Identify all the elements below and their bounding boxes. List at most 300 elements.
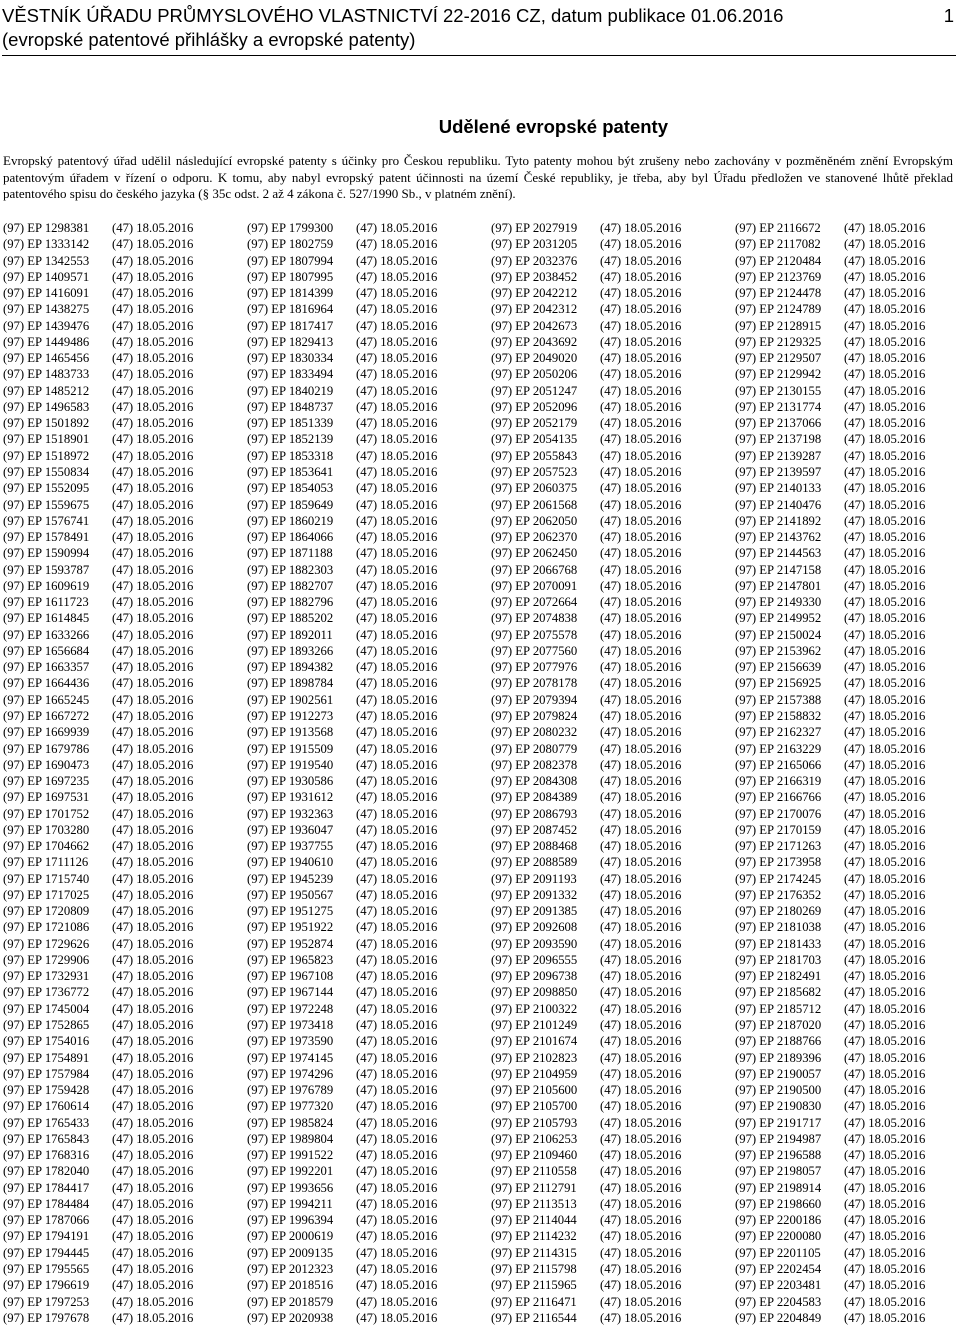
grant-date: (47) 18.05.2016 — [844, 481, 926, 496]
patent-number: (97) EP 2051247 — [491, 383, 578, 398]
grant-date: (47) 18.05.2016 — [356, 1131, 438, 1146]
patent-number: (97) EP 2012323 — [247, 1262, 334, 1276]
grant-date: (47) 18.05.2016 — [600, 497, 682, 512]
patent-number: (97) EP 2204849 — [735, 1310, 822, 1325]
grant-date: (47) 18.05.2016 — [356, 1229, 438, 1244]
grant-date: (47) 18.05.2016 — [600, 1310, 682, 1325]
grant-date: (47) 18.05.2016 — [600, 1099, 682, 1114]
patent-number: (97) EP 2105700 — [491, 1099, 578, 1114]
grant-date: (47) 18.05.2016 — [600, 1213, 682, 1228]
patent-number: (97) EP 2054135 — [491, 432, 578, 447]
grant-date: (47) 18.05.2016 — [112, 643, 194, 658]
grant-date: (47) 18.05.2016 — [600, 562, 682, 577]
patent-number: (97) EP 2084308 — [491, 774, 578, 789]
patent-number: (97) EP 2091332 — [491, 887, 578, 902]
patent-number: (97) EP 1704662 — [3, 839, 90, 854]
patent-number: (97) EP 1721086 — [3, 920, 90, 935]
grant-date: (47) 18.05.2016 — [112, 302, 194, 317]
patent-number: (97) EP 1829413 — [247, 334, 334, 349]
grant-date: (47) 18.05.2016 — [112, 464, 194, 479]
patent-number: (97) EP 2070091 — [491, 578, 578, 593]
grant-date: (47) 18.05.2016 — [844, 302, 926, 317]
patent-number: (97) EP 1794191 — [3, 1229, 90, 1244]
grant-date: (47) 18.05.2016 — [844, 578, 926, 593]
grant-date: (47) 18.05.2016 — [600, 269, 682, 284]
grant-date: (47) 18.05.2016 — [600, 822, 682, 837]
patent-number: (97) EP 2201105 — [735, 1245, 821, 1260]
grant-date: (47) 18.05.2016 — [356, 855, 438, 870]
grant-date: (47) 18.05.2016 — [600, 936, 682, 951]
patent-number: (97) EP 2157388 — [735, 692, 822, 707]
grant-date: (47) 18.05.2016 — [112, 985, 194, 1000]
grant-date: (47) 18.05.2016 — [112, 1229, 194, 1244]
patent-number: (97) EP 2203481 — [735, 1278, 822, 1293]
grant-date: (47) 18.05.2016 — [112, 351, 194, 366]
grant-date: (47) 18.05.2016 — [112, 221, 194, 235]
patent-number: (97) EP 2150024 — [735, 627, 822, 642]
patent-number: (97) EP 1973418 — [247, 1018, 334, 1033]
patent-number: (97) EP 2055843 — [491, 448, 578, 463]
patent-number: (97) EP 2042312 — [491, 302, 578, 317]
patent-number: (97) EP 2105600 — [491, 1083, 578, 1098]
grant-date: (47) 18.05.2016 — [112, 595, 194, 610]
patent-number: (97) EP 2190830 — [735, 1099, 822, 1114]
grant-date: (47) 18.05.2016 — [112, 839, 194, 854]
patent-number: (97) EP 1784417 — [3, 1180, 90, 1195]
patent-number: (97) EP 2130155 — [735, 383, 822, 398]
patent-number: (97) EP 1711126 — [3, 855, 89, 870]
grant-date: (47) 18.05.2016 — [844, 692, 926, 707]
grant-date: (47) 18.05.2016 — [600, 660, 682, 675]
patent-number: (97) EP 1593787 — [3, 562, 90, 577]
grant-date: (47) 18.05.2016 — [112, 741, 194, 756]
grant-date: (47) 18.05.2016 — [112, 546, 194, 561]
grant-date: (47) 18.05.2016 — [844, 1310, 926, 1325]
patent-number: (97) EP 2149330 — [735, 595, 822, 610]
patent-number: (97) EP 2078178 — [491, 676, 578, 691]
grant-date: (47) 18.05.2016 — [600, 904, 682, 919]
patent-number: (97) EP 2185682 — [735, 985, 822, 1000]
patent-number: (97) EP 2124478 — [735, 286, 822, 301]
patent-number: (97) EP 2088589 — [491, 855, 578, 870]
patent-number: (97) EP 1802759 — [247, 237, 334, 252]
grant-date: (47) 18.05.2016 — [112, 822, 194, 837]
patent-number: (97) EP 2098850 — [491, 985, 578, 1000]
grant-date: (47) 18.05.2016 — [356, 416, 438, 431]
patent-number: (97) EP 2129942 — [735, 367, 822, 382]
patent-number: (97) EP 2124789 — [735, 302, 822, 317]
grant-date: (47) 18.05.2016 — [112, 1050, 194, 1065]
patent-number: (97) EP 2129325 — [735, 334, 822, 349]
grant-date: (47) 18.05.2016 — [600, 806, 682, 821]
patent-number: (97) EP 2204583 — [735, 1294, 822, 1309]
patent-number: (97) EP 1989804 — [247, 1131, 334, 1146]
grant-date: (47) 18.05.2016 — [356, 822, 438, 837]
patent-number: (97) EP 1882303 — [247, 562, 334, 577]
patent-number: (97) EP 2200080 — [735, 1229, 822, 1244]
patent-number: (97) EP 2156925 — [735, 676, 822, 691]
grant-date: (47) 18.05.2016 — [844, 351, 926, 366]
grant-date: (47) 18.05.2016 — [844, 497, 926, 512]
grant-date: (47) 18.05.2016 — [356, 562, 438, 577]
patent-number: (97) EP 1782040 — [3, 1164, 90, 1179]
patent-number: (97) EP 1754891 — [3, 1050, 90, 1065]
grant-date: (47) 18.05.2016 — [356, 952, 438, 967]
grant-date: (47) 18.05.2016 — [356, 969, 438, 984]
page-header — [2, 4, 956, 52]
patent-number: (97) EP 2166319 — [735, 774, 822, 789]
patent-number: (97) EP 2050206 — [491, 367, 578, 382]
patent-number: (97) EP 1757984 — [3, 1066, 90, 1081]
grant-date: (47) 18.05.2016 — [356, 1148, 438, 1163]
grant-date: (47) 18.05.2016 — [600, 253, 682, 268]
grant-date: (47) 18.05.2016 — [844, 1001, 926, 1016]
grant-date: (47) 18.05.2016 — [844, 1099, 926, 1114]
grant-date: (47) 18.05.2016 — [600, 871, 682, 886]
patent-number: (97) EP 1912273 — [247, 708, 334, 723]
grant-date: (47) 18.05.2016 — [112, 416, 194, 431]
grant-date: (47) 18.05.2016 — [844, 985, 926, 1000]
grant-date: (47) 18.05.2016 — [600, 790, 682, 805]
patent-number: (97) EP 2049020 — [491, 351, 578, 366]
patent-number: (97) EP 1768316 — [3, 1148, 90, 1163]
patent-number: (97) EP 2181038 — [735, 920, 822, 935]
grant-date: (47) 18.05.2016 — [844, 1196, 926, 1211]
patent-number: (97) EP 1996394 — [247, 1213, 334, 1228]
grant-date: (47) 18.05.2016 — [356, 1262, 438, 1276]
grant-date: (47) 18.05.2016 — [112, 611, 194, 626]
grant-date: (47) 18.05.2016 — [844, 221, 926, 235]
grant-date: (47) 18.05.2016 — [600, 481, 682, 496]
patent-number: (97) EP 2052096 — [491, 399, 578, 414]
patent-number: (97) EP 1759428 — [3, 1083, 90, 1098]
grant-date: (47) 18.05.2016 — [600, 1164, 682, 1179]
grant-date: (47) 18.05.2016 — [112, 1034, 194, 1049]
grant-date: (47) 18.05.2016 — [356, 221, 438, 235]
grant-date: (47) 18.05.2016 — [844, 530, 926, 545]
grant-date: (47) 18.05.2016 — [112, 1262, 194, 1276]
grant-date: (47) 18.05.2016 — [600, 1083, 682, 1098]
patent-number: (97) EP 1720809 — [3, 904, 90, 919]
grant-date: (47) 18.05.2016 — [356, 513, 438, 528]
grant-date: (47) 18.05.2016 — [112, 269, 194, 284]
patent-number: (97) EP 1496583 — [3, 399, 90, 414]
patent-number: (97) EP 2077976 — [491, 660, 578, 675]
grant-date: (47) 18.05.2016 — [356, 643, 438, 658]
grant-date: (47) 18.05.2016 — [600, 595, 682, 610]
grant-date: (47) 18.05.2016 — [600, 1050, 682, 1065]
patent-number: (97) EP 1932363 — [247, 806, 334, 821]
grant-date: (47) 18.05.2016 — [844, 676, 926, 691]
grant-date: (47) 18.05.2016 — [112, 1115, 194, 1130]
grant-date: (47) 18.05.2016 — [844, 1180, 926, 1195]
grant-date: (47) 18.05.2016 — [600, 1115, 682, 1130]
patent-number: (97) EP 1967108 — [247, 969, 334, 984]
patent-number: (97) EP 2042212 — [491, 286, 578, 301]
patent-number: (97) EP 1439476 — [3, 318, 90, 333]
patent-number: (97) EP 2143762 — [735, 530, 822, 545]
patent-number: (97) EP 1915509 — [247, 741, 334, 756]
bulletin-subtitle: (evropské patentové přihlášky a evropské patenty) — [2, 29, 416, 50]
patent-number: (97) EP 1976789 — [247, 1083, 334, 1098]
grant-date: (47) 18.05.2016 — [112, 530, 194, 545]
patent-number: (97) EP 1882796 — [247, 595, 334, 610]
grant-date: (47) 18.05.2016 — [844, 855, 926, 870]
patent-number: (97) EP 2116544 — [491, 1310, 577, 1325]
grant-date: (47) 18.05.2016 — [356, 481, 438, 496]
grant-date: (47) 18.05.2016 — [112, 1245, 194, 1260]
patent-number: (97) EP 2137066 — [735, 416, 822, 431]
patent-number: (97) EP 1611723 — [3, 595, 89, 610]
grant-date: (47) 18.05.2016 — [600, 578, 682, 593]
grant-date: (47) 18.05.2016 — [356, 497, 438, 512]
grant-date: (47) 18.05.2016 — [844, 253, 926, 268]
patent-number: (97) EP 2191717 — [735, 1115, 822, 1130]
patent-number: (97) EP 1892011 — [247, 627, 333, 642]
patent-number: (97) EP 2088468 — [491, 839, 578, 854]
grant-date: (47) 18.05.2016 — [112, 253, 194, 268]
grant-date: (47) 18.05.2016 — [112, 676, 194, 691]
grant-date: (47) 18.05.2016 — [600, 627, 682, 642]
patent-number: (97) EP 2115965 — [491, 1278, 577, 1293]
grant-date: (47) 18.05.2016 — [600, 237, 682, 252]
grant-date: (47) 18.05.2016 — [356, 1018, 438, 1033]
grant-date: (47) 18.05.2016 — [112, 1213, 194, 1228]
patent-number: (97) EP 1937755 — [247, 839, 334, 854]
grant-date: (47) 18.05.2016 — [600, 1131, 682, 1146]
patent-number: (97) EP 1754016 — [3, 1034, 90, 1049]
patent-number: (97) EP 2190500 — [735, 1083, 822, 1098]
patent-number: (97) EP 1833494 — [247, 367, 334, 382]
section-title: Udělené evropské patenty — [438, 116, 668, 137]
patent-number: (97) EP 2189396 — [735, 1050, 822, 1065]
patent-number: (97) EP 1952874 — [247, 936, 334, 951]
grant-date: (47) 18.05.2016 — [356, 302, 438, 317]
grant-date: (47) 18.05.2016 — [600, 351, 682, 366]
patent-number: (97) EP 1663357 — [3, 660, 90, 675]
grant-date: (47) 18.05.2016 — [356, 286, 438, 301]
grant-date: (47) 18.05.2016 — [600, 920, 682, 935]
patent-number: (97) EP 1576741 — [3, 513, 90, 528]
patent-number: (97) EP 1729626 — [3, 936, 90, 951]
patent-number: (97) EP 1609619 — [3, 578, 90, 593]
grant-date: (47) 18.05.2016 — [844, 741, 926, 756]
grant-date: (47) 18.05.2016 — [356, 676, 438, 691]
patent-number: (97) EP 2038452 — [491, 269, 578, 284]
patent-number: (97) EP 2123769 — [735, 269, 822, 284]
grant-date: (47) 18.05.2016 — [356, 367, 438, 382]
grant-date: (47) 18.05.2016 — [600, 367, 682, 382]
grant-date: (47) 18.05.2016 — [600, 1196, 682, 1211]
grant-date: (47) 18.05.2016 — [844, 546, 926, 561]
patent-number: (97) EP 1690473 — [3, 757, 90, 772]
grant-date: (47) 18.05.2016 — [844, 286, 926, 301]
grant-date: (47) 18.05.2016 — [112, 1083, 194, 1098]
grant-date: (47) 18.05.2016 — [112, 481, 194, 496]
grant-date: (47) 18.05.2016 — [356, 237, 438, 252]
patent-number: (97) EP 1830334 — [247, 351, 334, 366]
patent-number: (97) EP 1679786 — [3, 741, 90, 756]
patent-number: (97) EP 2101674 — [491, 1034, 578, 1049]
grant-date: (47) 18.05.2016 — [600, 546, 682, 561]
patent-number: (97) EP 1697235 — [3, 774, 90, 789]
grant-date: (47) 18.05.2016 — [112, 1278, 194, 1293]
grant-date: (47) 18.05.2016 — [844, 790, 926, 805]
grant-date: (47) 18.05.2016 — [112, 1294, 194, 1309]
grant-date: (47) 18.05.2016 — [844, 1278, 926, 1293]
patent-number: (97) EP 2093590 — [491, 936, 578, 951]
patent-number: (97) EP 1854053 — [247, 481, 334, 496]
grant-date: (47) 18.05.2016 — [356, 985, 438, 1000]
patent-number: (97) EP 2137198 — [735, 432, 822, 447]
grant-date: (47) 18.05.2016 — [356, 334, 438, 349]
patent-number: (97) EP 1799300 — [247, 221, 334, 235]
grant-date: (47) 18.05.2016 — [844, 611, 926, 626]
grant-date: (47) 18.05.2016 — [356, 595, 438, 610]
patent-number: (97) EP 1794445 — [3, 1245, 90, 1260]
patent-number: (97) EP 1894382 — [247, 660, 334, 675]
patent-number: (97) EP 1669939 — [3, 725, 90, 740]
grant-date: (47) 18.05.2016 — [112, 887, 194, 902]
patent-number: (97) EP 2100322 — [491, 1001, 578, 1016]
grant-date: (47) 18.05.2016 — [112, 692, 194, 707]
patent-number: (97) EP 2062370 — [491, 530, 578, 545]
patent-number: (97) EP 2027919 — [491, 221, 578, 235]
grant-date: (47) 18.05.2016 — [844, 1115, 926, 1130]
patent-number: (97) EP 2074838 — [491, 611, 578, 626]
grant-date: (47) 18.05.2016 — [356, 1099, 438, 1114]
patent-number: (97) EP 2147801 — [735, 578, 822, 593]
grant-date: (47) 18.05.2016 — [112, 237, 194, 252]
grant-date: (47) 18.05.2016 — [600, 318, 682, 333]
patent-number: (97) EP 1550834 — [3, 464, 90, 479]
grant-date: (47) 18.05.2016 — [112, 1164, 194, 1179]
grant-date: (47) 18.05.2016 — [600, 1245, 682, 1260]
grant-date: (47) 18.05.2016 — [356, 725, 438, 740]
patent-number: (97) EP 2092608 — [491, 920, 578, 935]
patent-number: (97) EP 2181703 — [735, 952, 822, 967]
patent-number: (97) EP 1951275 — [247, 904, 334, 919]
patent-number: (97) EP 1951922 — [247, 920, 334, 935]
patent-number: (97) EP 1974145 — [247, 1050, 334, 1065]
grant-date: (47) 18.05.2016 — [600, 1278, 682, 1293]
grant-date: (47) 18.05.2016 — [112, 318, 194, 333]
grant-date: (47) 18.05.2016 — [356, 578, 438, 593]
grant-date: (47) 18.05.2016 — [356, 611, 438, 626]
patent-number: (97) EP 1483733 — [3, 367, 90, 382]
patent-number: (97) EP 2080232 — [491, 725, 578, 740]
patent-number: (97) EP 2170076 — [735, 806, 822, 821]
grant-date: (47) 18.05.2016 — [844, 871, 926, 886]
grant-date: (47) 18.05.2016 — [112, 871, 194, 886]
grant-date: (47) 18.05.2016 — [356, 904, 438, 919]
patent-number: (97) EP 1919540 — [247, 757, 334, 772]
grant-date: (47) 18.05.2016 — [844, 595, 926, 610]
patent-number: (97) EP 1665245 — [3, 692, 90, 707]
patent-number: (97) EP 1416091 — [3, 286, 90, 301]
grant-date: (47) 18.05.2016 — [356, 887, 438, 902]
patent-number: (97) EP 2113513 — [491, 1196, 577, 1211]
page-number: 1 — [943, 5, 954, 26]
patent-number: (97) EP 1485212 — [3, 383, 90, 398]
patent-number: (97) EP 2080779 — [491, 741, 578, 756]
patent-number: (97) EP 2144563 — [735, 546, 822, 561]
grant-date: (47) 18.05.2016 — [356, 920, 438, 935]
patent-number: (97) EP 2079394 — [491, 692, 578, 707]
grant-date: (47) 18.05.2016 — [844, 432, 926, 447]
grant-date: (47) 18.05.2016 — [844, 1131, 926, 1146]
grant-date: (47) 18.05.2016 — [356, 546, 438, 561]
patent-number: (97) EP 2174245 — [735, 871, 822, 886]
grant-date: (47) 18.05.2016 — [844, 334, 926, 349]
grant-date: (47) 18.05.2016 — [600, 725, 682, 740]
grant-date: (47) 18.05.2016 — [600, 887, 682, 902]
grant-date: (47) 18.05.2016 — [844, 367, 926, 382]
patent-number: (97) EP 1732931 — [3, 969, 90, 984]
grant-date: (47) 18.05.2016 — [356, 1213, 438, 1228]
grant-date: (47) 18.05.2016 — [112, 952, 194, 967]
grant-date: (47) 18.05.2016 — [112, 513, 194, 528]
patent-number: (97) EP 2018579 — [247, 1294, 334, 1309]
grant-date: (47) 18.05.2016 — [112, 497, 194, 512]
patent-number: (97) EP 1945239 — [247, 871, 334, 886]
patent-number: (97) EP 1972248 — [247, 1001, 334, 1016]
grant-date: (47) 18.05.2016 — [112, 367, 194, 382]
patent-number: (97) EP 2032376 — [491, 253, 578, 268]
patent-number: (97) EP 1807994 — [247, 253, 334, 268]
patent-number: (97) EP 1950567 — [247, 887, 334, 902]
patent-number: (97) EP 2140476 — [735, 497, 822, 512]
grant-date: (47) 18.05.2016 — [844, 464, 926, 479]
patent-number: (97) EP 2061568 — [491, 497, 578, 512]
grant-date: (47) 18.05.2016 — [844, 936, 926, 951]
patent-number: (97) EP 2057523 — [491, 464, 578, 479]
patent-number: (97) EP 1518972 — [3, 448, 90, 463]
grant-date: (47) 18.05.2016 — [844, 887, 926, 902]
grant-date: (47) 18.05.2016 — [600, 513, 682, 528]
patent-number: (97) EP 1885202 — [247, 611, 334, 626]
grant-date: (47) 18.05.2016 — [844, 1050, 926, 1065]
patent-number: (97) EP 1853318 — [247, 448, 334, 463]
grant-date: (47) 18.05.2016 — [112, 774, 194, 789]
patent-number: (97) EP 2117082 — [735, 237, 821, 252]
patent-number: (97) EP 2180269 — [735, 904, 822, 919]
patent-number: (97) EP 2149952 — [735, 611, 822, 626]
patent-number: (97) EP 1465456 — [3, 351, 90, 366]
grant-date: (47) 18.05.2016 — [112, 1099, 194, 1114]
patent-number: (97) EP 1852139 — [247, 432, 334, 447]
patent-number: (97) EP 1902561 — [247, 692, 334, 707]
patent-number: (97) EP 1559675 — [3, 497, 90, 512]
grant-date: (47) 18.05.2016 — [600, 1066, 682, 1081]
patent-number: (97) EP 2153962 — [735, 643, 822, 658]
intro-paragraph: Evropský patentový úřad udělil následující evropské patenty s účinky pro Českou republiku. Tyto patenty mohou být zrušeny nebo zachovány v pozměněném znění Evropským patentovým úřadem v řízení o odporu. K tomu, aby nabyl evropský patent účinnosti na území České republiky, je třeba, aby byl Úřadu předložen ve stanovené lhůtě překlad patentového spisu do českého jazyka (§ 35c odst. 2 až 4 zákona č. 527/1990 Sb., v platném znění). — [3, 153, 953, 201]
grant-date: (47) 18.05.2016 — [600, 643, 682, 658]
grant-date: (47) 18.05.2016 — [844, 399, 926, 414]
patent-number: (97) EP 2109460 — [491, 1148, 578, 1163]
grant-date: (47) 18.05.2016 — [600, 1262, 682, 1276]
patent-number: (97) EP 2182491 — [735, 969, 822, 984]
grant-date: (47) 18.05.2016 — [112, 432, 194, 447]
grant-date: (47) 18.05.2016 — [356, 1278, 438, 1293]
grant-date: (47) 18.05.2016 — [112, 790, 194, 805]
patent-number: (97) EP 1807995 — [247, 269, 334, 284]
grant-date: (47) 18.05.2016 — [600, 741, 682, 756]
grant-date: (47) 18.05.2016 — [844, 822, 926, 837]
grant-date: (47) 18.05.2016 — [600, 302, 682, 317]
grant-date: (47) 18.05.2016 — [112, 1180, 194, 1195]
patent-number: (97) EP 2176352 — [735, 887, 822, 902]
